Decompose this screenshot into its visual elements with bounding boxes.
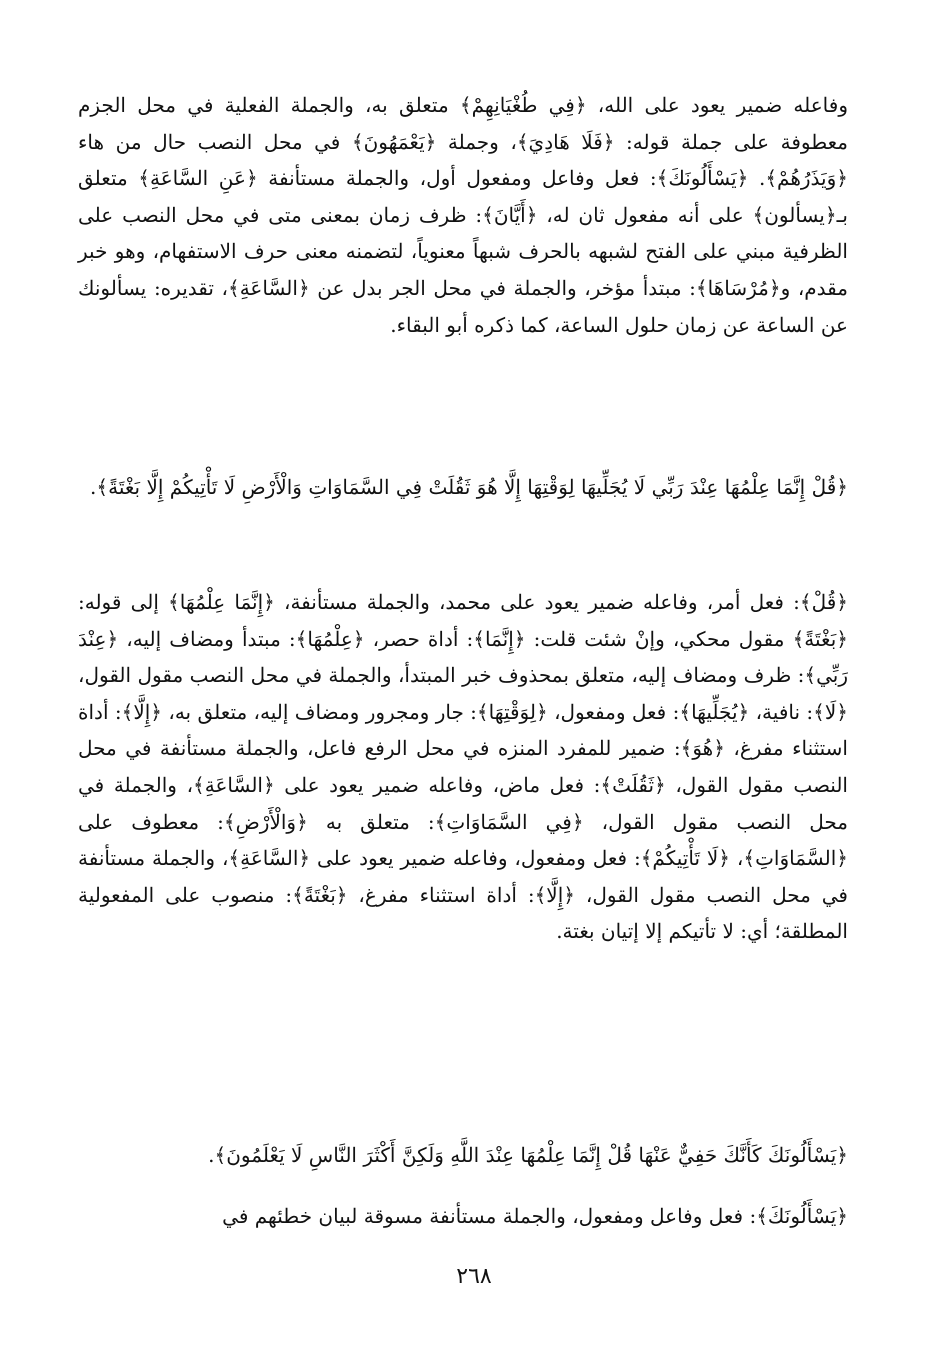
quran-verse-2: ﴿يَسْأَلُونَكَ كَأَنَّكَ حَفِيٌّ عَنْهَا قُلْ إِنَّمَا عِلْمُهَا عِنْدَ اللَّهِ وَلَكِنَّ أَكْثَرَ النَّاسِ لَا يَعْلَمُونَ﴾.	[208, 1143, 848, 1167]
quran-verse-1: ﴿قُلْ إِنَّمَا عِلْمُهَا عِنْدَ رَبِّي لَا يُجَلِّيهَا لِوَقْتِهَا إِلَّا هُوَ ثَقُلَتْ فِي السَّمَاوَاتِ وَالْأَرْضِ لَا تَأْتِيكُمْ إِلَّا بَغْتَةً﴾.	[90, 475, 848, 499]
commentary-paragraph-3: ﴿يَسْأَلُونَكَ﴾: فعل وفاعل ومفعول، والجملة مستأنفة مسوقة لبيان خطئهم في	[222, 1204, 848, 1228]
page-number: ٢٦٨	[456, 1264, 492, 1289]
commentary-paragraph-1: وفاعله ضمير يعود على الله، ﴿فِي طُغْيَانِهِمْ﴾ متعلق به، والجملة الفعلية في محل الجزم معطوفة على جملة قوله: ﴿فَلَا هَادِيَ﴾، وجملة ﴿يَعْمَهُونَ﴾ في محل النصب حال من هاء ﴿وَيَذَرُهُمْ﴾. ﴿يَسْأَلُونَكَ﴾: فعل وفاعل ومفعول أول، والجملة مستأنفة ﴿عَنِ السَّاعَةِ﴾ متعلق بـ﴿يسألون﴾ على أنه مفعول ثان له، ﴿أَيَّانَ﴾: ظرف زمان بمعنى متى في محل النصب على الظرفية مبني على الفتح لشبهه بالحرف شبهاً معنوياً، لتضمنه معنى حرف الاستفهام، وهو خبر مقدم، و﴿مُرْسَاهَا﴾: مبتدأ مؤخر، والجملة في محل الجر بدل عن ﴿السَّاعَةِ﴾، تقديره: يسألونك عن الساعة عن زمان حلول الساعة، كما ذكره أبو البقاء.	[78, 93, 848, 337]
commentary-paragraph-2: ﴿قُلْ﴾: فعل أمر، وفاعله ضمير يعود على محمد، والجملة مستأنفة، ﴿إِنَّمَا عِلْمُهَا﴾ إلى قوله: ﴿بَغْتَةً﴾ مقول محكي، وإنْ شئت قلت: ﴿إِنَّمَا﴾: أداة حصر، ﴿عِلْمُهَا﴾: مبتدأ ومضاف إليه، ﴿عِنْدَ رَبِّي﴾: ظرف ومضاف إليه، متعلق بمحذوف خبر المبتدأ، والجملة في محل النصب مقول القول، ﴿لَا﴾: نافية، ﴿يُجَلِّيهَا﴾: فعل ومفعول، ﴿لِوَقْتِهَا﴾: جار ومجرور ومضاف إليه، متعلق به، ﴿إِلَّا﴾: أداة استثناء مفرغ، ﴿هُوَ﴾: ضمير للمفرد المنزه في محل الرفع فاعل، والجملة مستأنفة في محل النصب مقول القول، ﴿ثَقُلَتْ﴾: فعل ماض، وفاعله ضمير يعود على ﴿السَّاعَةِ﴾، والجملة في محل النصب مقول القول، ﴿فِي السَّمَاوَاتِ﴾: متعلق به ﴿وَالْأَرْضِ﴾: معطوف على ﴿السَّمَاوَاتِ﴾، ﴿لَا تَأْتِيكُمْ﴾: فعل ومفعول، وفاعله ضمير يعود على ﴿السَّاعَةِ﴾، والجملة مستأنفة في محل النصب مقول القول، ﴿إِلَّا﴾: أداة استثناء مفرغ، ﴿بَغْتَةً﴾: منصوب على المفعولية المطلقة؛ أي: لا تأتيكم إلا إتيان بغتة.	[78, 590, 848, 944]
